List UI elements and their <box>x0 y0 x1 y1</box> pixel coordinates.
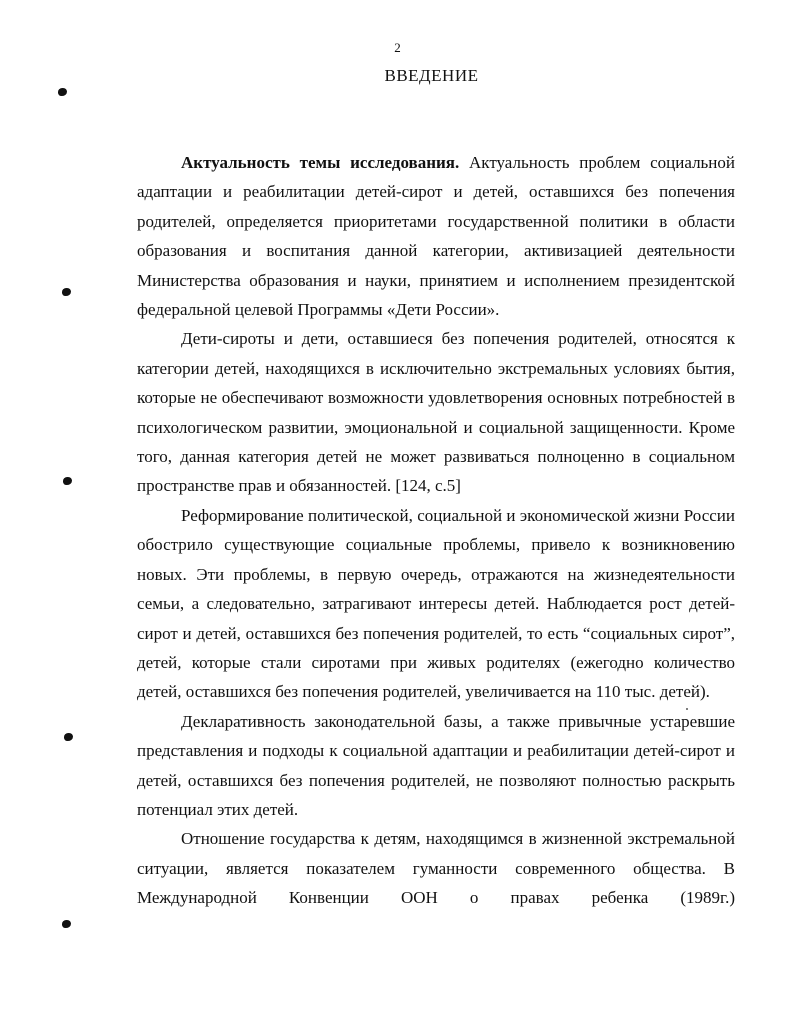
paragraph-legislation: Декларативность законодательной базы, а также привычные устаревшие представления и подходы к социальной адаптации и реабилитации детей-сирот и детей, оставшихся без попечения родителей, не позволяют полностью раскрыть потенциал этих детей. <box>137 711 735 819</box>
paragraph-relevance <box>137 148 735 324</box>
binder-hole-mark <box>58 88 67 96</box>
document-body <box>137 148 735 913</box>
paragraph-reform: Реформирование политической, социальной и экономической жизни России обострило существующие социальные проблемы, привело к возникновению новых. Эти проблемы, в первую очередь, отражаются на жизнедеятельности семьи, а следовательно, затрагивают интересы детей. Наблюдается рост детей-сирот и детей, оставшихся без попечения родителей, то есть “социальных сирот”, детей, которые стали сиротами при живых родителях (ежегодно количество детей, оставшихся без попечения родителей, увеличивается на 110 тыс. детей). <box>137 505 735 702</box>
paragraph-state-attitude: Отношение государства к детям, находящимся в жизненной экстремальной ситуации, является показателем гуманности современного общества. В Международной Конвенции ООН о правах ребенка (1989г.) <box>137 829 735 908</box>
paragraph-orphans: Дети-сироты и дети, оставшиеся без попечения родителей, относятся к категории детей, находящихся в исключительно экстремальных условиях бытия, которые не обеспечивают возможности удовлетворения основных потребностей в психологическом развитии, эмоциональной и социальной защищенности. Кроме того, данная категория детей не может развиваться полноценно в социальном пространстве прав и обязанностей. [124, с.5] <box>137 329 735 496</box>
binder-hole-mark <box>62 920 71 928</box>
scan-speck <box>686 708 688 710</box>
section-lead: Актуальность темы исследования. <box>181 153 460 172</box>
binder-hole-mark <box>64 733 73 741</box>
binder-hole-mark <box>63 477 72 485</box>
paragraph-text: Актуальность проблем социальной адаптации и реабилитации детей-сирот и детей, оставшихся без попечения родителей, определяется приоритетами государственной политики в области образования и воспитания данной категории, активизацией деятельности Министерства образования и науки, принятием и исполнением президентской федеральной целевой Программы «Дети России». <box>137 153 735 320</box>
page-title: ВВЕДЕНИЕ <box>384 66 479 85</box>
binder-hole-mark <box>62 288 71 296</box>
page-number: 2 <box>394 40 401 55</box>
